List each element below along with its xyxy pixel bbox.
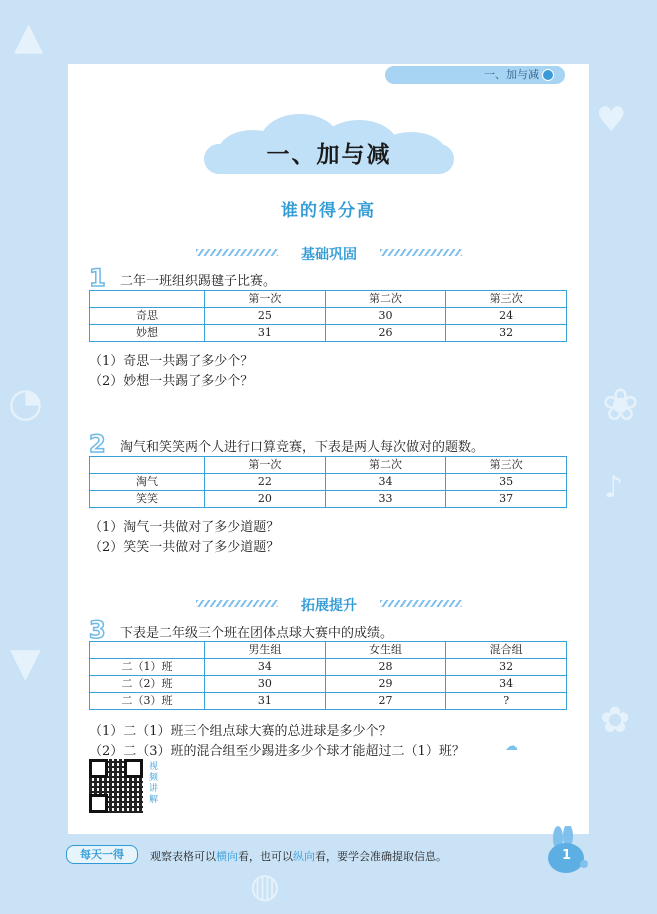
table-cell: 男生组 <box>205 642 326 659</box>
score-table <box>89 456 567 508</box>
table-row <box>90 491 567 508</box>
video-explanation-label[interactable]: 视频讲解 <box>149 762 159 805</box>
hint-icon: ☁ <box>505 739 518 754</box>
table-header-row <box>90 642 567 659</box>
table-cell: 第二次 <box>325 457 446 474</box>
chapter-title: 一、加与减 <box>266 142 392 168</box>
table-cell: ? <box>446 693 567 710</box>
problem-number: 3 <box>89 616 106 644</box>
table-cell: 25 <box>205 308 326 325</box>
score-table <box>89 290 567 342</box>
table-cell: 第一次 <box>205 457 326 474</box>
section-heading-basic: 基础巩固 <box>196 244 462 262</box>
background-doodle-icon: ◔ <box>8 380 43 426</box>
table-cell: 26 <box>325 325 446 342</box>
table-cell: 30 <box>205 676 326 693</box>
table-cell: 混合组 <box>446 642 567 659</box>
table-cell: 二（3）班 <box>90 693 205 710</box>
chapter-tab: 一、加与减 <box>385 66 565 84</box>
table-cell: 31 <box>205 693 326 710</box>
question: （2）二（3）班的混合组至少踢进多少个球才能超过二（1）班？ <box>89 744 465 759</box>
table-row <box>90 325 567 342</box>
problem-prompt: 下表是二年级三个班在团体点球大赛中的成绩。 <box>120 626 394 641</box>
table-cell: 二（1）班 <box>90 659 205 676</box>
table-cell: 20 <box>205 491 326 508</box>
table-cell: 淘气 <box>90 474 205 491</box>
lesson-title: 谁的得分高 <box>281 201 376 221</box>
qr-code[interactable] <box>89 759 143 813</box>
table-row <box>90 659 567 676</box>
table-cell: 34 <box>205 659 326 676</box>
table-cell: 34 <box>446 676 567 693</box>
problem-prompt: 二年一班组织踢毽子比赛。 <box>120 274 277 289</box>
table-cell: 34 <box>325 474 446 491</box>
table-cell <box>90 642 205 659</box>
table-cell: 33 <box>325 491 446 508</box>
table-cell: 22 <box>205 474 326 491</box>
table-cell: 第一次 <box>205 291 326 308</box>
table-cell: 第二次 <box>325 291 446 308</box>
daily-tip-badge: 每天一得 <box>66 845 138 864</box>
table-cell <box>90 291 205 308</box>
background-doodle-icon: ▼ <box>10 640 41 686</box>
question: （1）淘气一共做对了多少道题？ <box>89 520 280 535</box>
daily-tip-text: 观察表格可以横向看，也可以纵向看，要学会准确提取信息。 <box>150 850 447 863</box>
question: （2）妙想一共踢了多少个？ <box>89 374 254 389</box>
table-cell: 32 <box>446 659 567 676</box>
table-cell: 35 <box>446 474 567 491</box>
section-heading-extend: 拓展提升 <box>196 595 462 613</box>
table-row <box>90 474 567 491</box>
question: （2）笑笑一共做对了多少道题？ <box>89 540 280 555</box>
table-cell: 32 <box>446 325 567 342</box>
tab-dot-icon <box>542 69 554 81</box>
background-doodle-icon: ◍ <box>250 866 280 906</box>
background-doodle-icon: ♥ <box>596 100 627 140</box>
background-doodle-icon: ♪ <box>604 470 624 505</box>
table-row <box>90 693 567 710</box>
table-cell: 29 <box>325 676 446 693</box>
table-cell: 第三次 <box>446 291 567 308</box>
background-doodle-icon: ✿ <box>600 700 631 741</box>
table-header-row <box>90 457 567 474</box>
table-cell: 女生组 <box>325 642 446 659</box>
problem-number: 1 <box>89 264 106 292</box>
table-header-row <box>90 291 567 308</box>
table-cell: 第三次 <box>446 457 567 474</box>
table-cell: 二（2）班 <box>90 676 205 693</box>
score-table <box>89 641 567 710</box>
table-cell: 30 <box>325 308 446 325</box>
table-cell: 妙想 <box>90 325 205 342</box>
problem-prompt: 淘气和笑笑两个人进行口算竞赛，下表是两人每次做对的题数。 <box>120 440 485 455</box>
table-cell: 奇思 <box>90 308 205 325</box>
table-row <box>90 676 567 693</box>
table-cell: 27 <box>325 693 446 710</box>
table-cell: 37 <box>446 491 567 508</box>
table-cell <box>90 457 205 474</box>
table-cell: 31 <box>205 325 326 342</box>
problem-number: 2 <box>89 430 106 458</box>
page-number: 1 <box>562 848 572 863</box>
table-cell: 24 <box>446 308 567 325</box>
table-row <box>90 308 567 325</box>
question: （1）二（1）班三个组点球大赛的总进球是多少个？ <box>89 724 392 739</box>
table-cell: 28 <box>325 659 446 676</box>
background-doodle-icon: ❀ <box>602 380 639 431</box>
question: （1）奇思一共踢了多少个？ <box>89 354 254 369</box>
background-doodle-icon: ▲ <box>14 14 44 58</box>
table-cell: 笑笑 <box>90 491 205 508</box>
